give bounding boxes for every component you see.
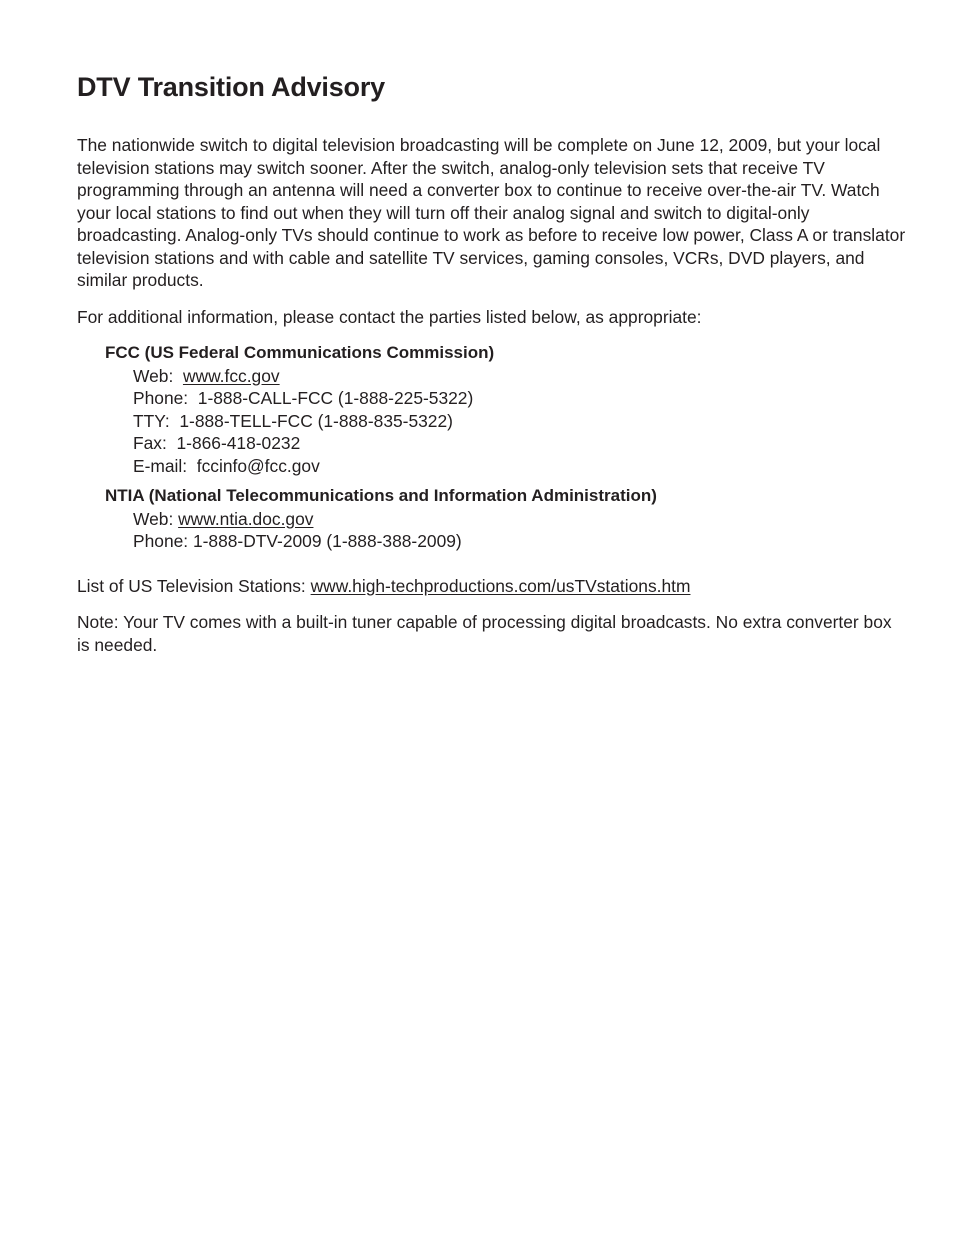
fcc-web-line — [133, 365, 907, 388]
stations-line — [77, 575, 907, 598]
ntia-contact-block — [105, 485, 907, 553]
fcc-tty: TTY: 1-888-TELL-FCC (1-888-835-5322) — [133, 410, 453, 431]
ntia-web-label: Web: — [133, 508, 179, 529]
fcc-contact-block — [105, 342, 907, 477]
fcc-phone: Phone: 1-888-CALL-FCC (1-888-225-5322) — [133, 388, 474, 408]
fcc-web-label: Web: — [133, 365, 183, 386]
stations-link[interactable]: www.high-techproductions.com/usTVstations.htm — [310, 575, 691, 596]
fcc-fax: Fax: 1-866-418-0232 — [133, 433, 301, 453]
ntia-phone: Phone: 1-888-DTV-2009 (1-888-388-2009) — [133, 531, 462, 551]
fcc-name: FCC (US Federal Communications Commission) — [105, 343, 495, 362]
intro-paragraph: The nationwide switch to digital television broadcasting will be complete on June 12, 2009, but your local television stations may switch sooner. After the switch, analog-only television sets that receive TV programming through an antenna will need a converter box to continue to receive over-the-air TV. Watch your local stations to find out when they will turn off their analog signal and switch to digital-only broadcasting. Analog-only TVs should continue to work as before to receive low power, Class A or translator television stations and with cable and satellite TV services, gaming consoles, VCRs, DVD players, and similar products. — [77, 135, 906, 290]
page-title: DTV Transition Advisory — [77, 72, 385, 102]
document-page — [77, 68, 907, 656]
ntia-web-link[interactable]: www.ntia.doc.gov — [178, 508, 314, 529]
fcc-web-link[interactable]: www.fcc.gov — [182, 365, 280, 386]
ntia-web-line — [133, 508, 907, 531]
note-paragraph: Note: Your TV comes with a built-in tuner capable of processing digital broadcasts. No extra converter box is needed. — [77, 612, 892, 655]
additional-info-paragraph: For additional information, please contact the parties listed below, as appropriate: — [77, 306, 702, 327]
ntia-name: NTIA (National Telecommunications and Information Administration) — [105, 486, 657, 505]
stations-label: List of US Television Stations: — [77, 575, 311, 596]
fcc-email: E-mail: fccinfo@fcc.gov — [133, 455, 320, 476]
